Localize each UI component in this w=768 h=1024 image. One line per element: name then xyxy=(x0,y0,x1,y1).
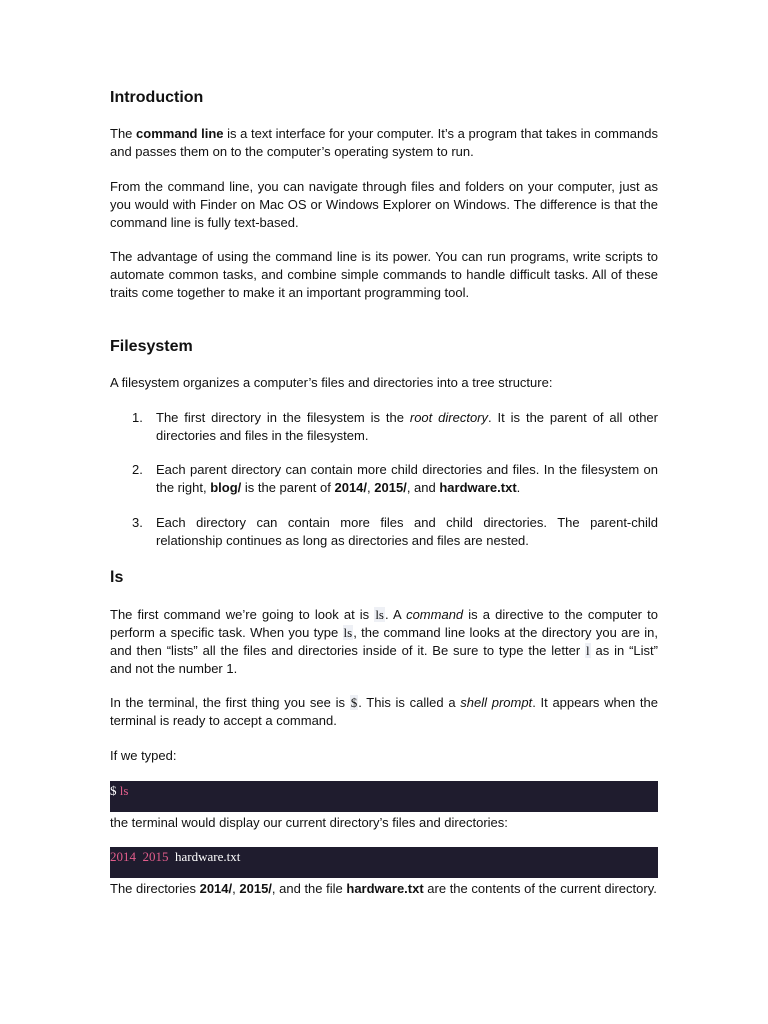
ls-paragraph-4: the terminal would display our current directory’s files and directories: xyxy=(110,815,508,830)
ls-heading: ls xyxy=(110,569,124,586)
list-item-number: 1. xyxy=(132,410,143,425)
list-item-text: The first directory in the filesystem is the root directory. It is the parent of all other directories and files in the filesystem. xyxy=(156,410,658,443)
ls-paragraph-3: If we typed: xyxy=(110,748,177,763)
terminal-output-file: hardware.txt xyxy=(175,849,241,864)
terminal-command: ls xyxy=(119,783,129,798)
inline-code: ls xyxy=(375,607,384,622)
command-line-term: command line xyxy=(136,126,224,141)
inline-code: l xyxy=(586,643,590,658)
inline-code: ls xyxy=(343,625,353,640)
ls-paragraph-2: In the terminal, the first thing you see is $. This is called a shell prompt. It appears when the terminal is ready to accept a command. xyxy=(110,695,658,728)
list-item-text: Each parent directory can contain more child directories and files. In the filesystem on the right, blog/ is the parent of 2014/, 2015/, and hardware.txt. xyxy=(156,462,658,495)
introduction-heading: Introduction xyxy=(110,89,204,106)
ls-paragraph-1: The first command we’re going to look at is ls. A command is a directive to the computer to perform a specific task. When you type ls, the command line looks at the directory you are in, and then “lists” all the files and directories inside of it. Be sure to type the letter l as in “List” and not the number 1. xyxy=(110,607,658,676)
terminal-output-dir: 2014 xyxy=(110,849,136,864)
list-item-number: 2. xyxy=(132,462,143,477)
list-item-number: 3. xyxy=(132,515,143,530)
terminal-block-output xyxy=(110,847,658,878)
ls-paragraph-5: The directories 2014/, 2015/, and the file hardware.txt are the contents of the current directory. xyxy=(110,881,657,896)
terminal-block-command xyxy=(110,781,658,812)
intro-paragraph-3: The advantage of using the command line is its power. You can run programs, write scripts to automate common tasks, and combine simple commands to handle difficult tasks. All of these traits come together to make it an important programming tool. xyxy=(110,249,658,300)
inline-code: $ xyxy=(350,695,358,710)
filesystem-lead: A filesystem organizes a computer’s files and directories into a tree structure: xyxy=(110,375,553,390)
intro-paragraph-1: The command line is a text interface for your computer. It’s a program that takes in commands and passes them on to the computer’s operating system to run. xyxy=(110,126,658,159)
terminal-output-dir: 2015 xyxy=(142,849,169,864)
intro-paragraph-2: From the command line, you can navigate through files and folders on your computer, just as you would with Finder on Mac OS or Windows Explorer on Windows. The difference is that the command line is fully text-based. xyxy=(110,179,658,230)
shell-prompt: $ xyxy=(110,783,120,798)
list-item-text: Each directory can contain more files and child directories. The parent-child relationship continues as long as directories and files are nested. xyxy=(156,515,658,548)
filesystem-heading: Filesystem xyxy=(110,338,193,355)
